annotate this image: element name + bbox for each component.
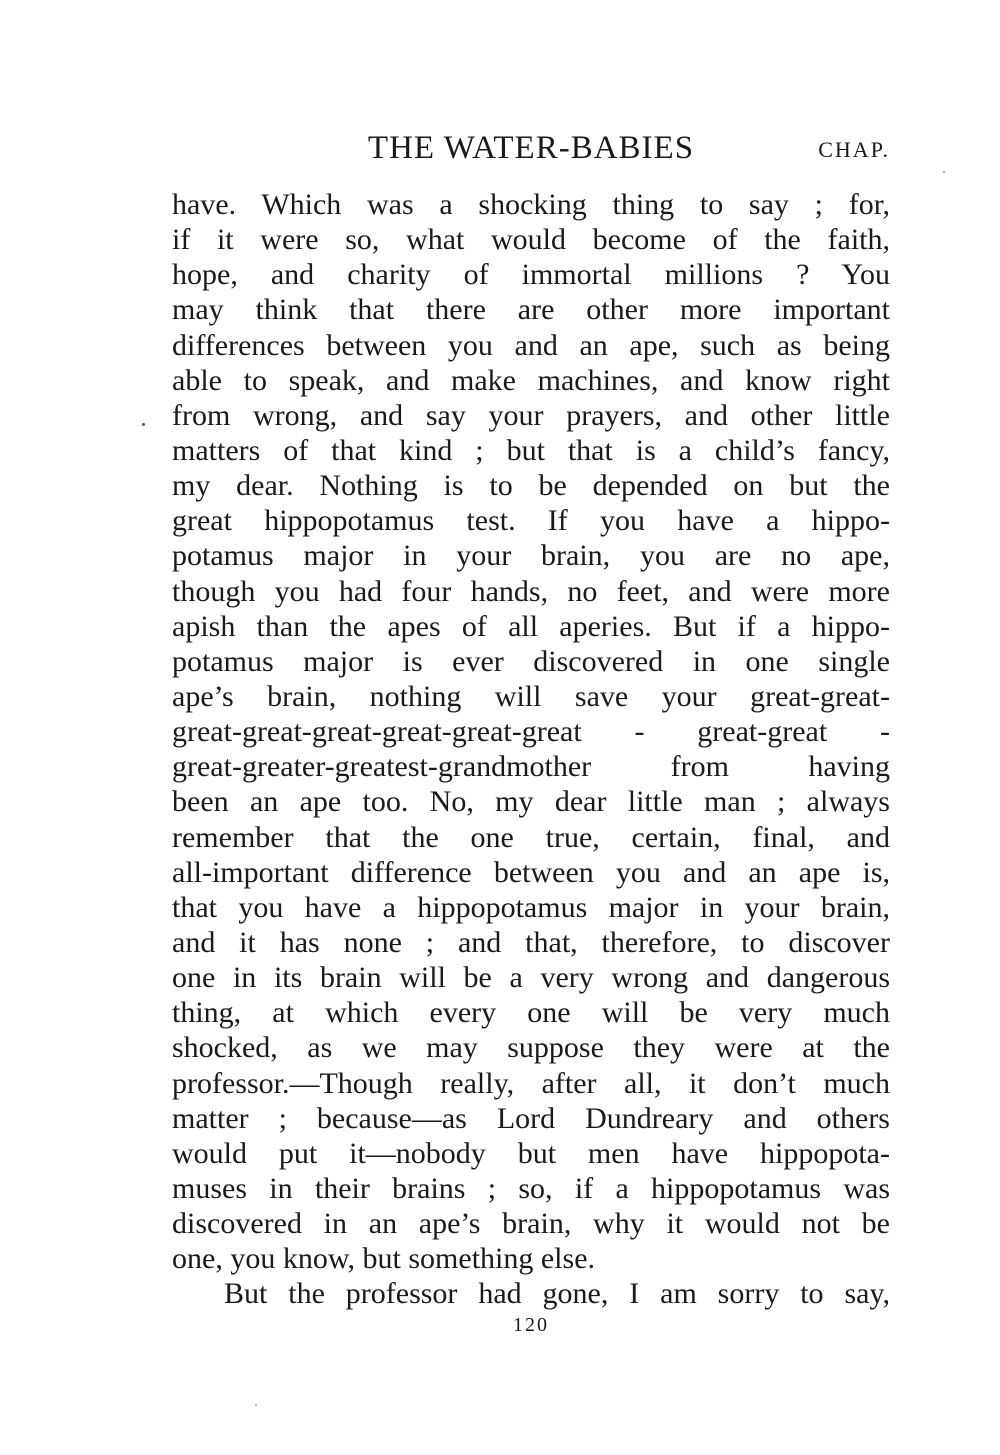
- text-line: been an ape too. No, my dear little man ; always: [172, 785, 890, 819]
- text-line: discovered in an ape’s brain, why it would not be: [172, 1207, 890, 1241]
- text-line: thing, at which every one will be very much: [172, 996, 890, 1030]
- text-line: one in its brain will be a very wrong and dangerous: [172, 961, 890, 995]
- text-line: my dear. Nothing is to be depended on but the: [172, 469, 890, 503]
- text-line: remember that the one true, certain, final, and: [172, 820, 890, 854]
- text-line: though you had four hands, no feet, and were more: [172, 574, 890, 608]
- text-line: if it were so, what would become of the faith,: [172, 223, 890, 257]
- text-line: ape’s brain, nothing will save your great-great-: [172, 679, 890, 713]
- running-title: THE WATER-BABIES: [367, 130, 695, 166]
- text-line: apish than the apes of all aperies. But if a hippo-: [172, 609, 890, 643]
- ink-speck: [255, 1404, 257, 1406]
- text-line: professor.—Though really, after all, it don’t much: [172, 1066, 890, 1100]
- text-line: potamus major is ever discovered in one single: [172, 644, 890, 678]
- text-line: great hippopotamus test. If you have a hippo-: [172, 504, 890, 538]
- chapter-label: CHAP.: [818, 137, 890, 162]
- running-head: [172, 126, 890, 170]
- text-line: great-greater-greatest-grandmother from having: [172, 750, 890, 784]
- ink-speck: [142, 423, 145, 426]
- text-line: shocked, as we may suppose they were at the: [172, 1031, 890, 1065]
- text-line: all-important difference between you and an ape is,: [172, 855, 890, 889]
- text-line: have. Which was a shocking thing to say ; for,: [172, 188, 890, 221]
- text-line: potamus major in your brain, you are no ape,: [172, 539, 890, 573]
- text-line: great-great-great-great-great-great - great-great -: [172, 715, 890, 749]
- text-line: and it has none ; and that, therefore, to discover: [172, 925, 890, 959]
- text-line: may think that there are other more important: [172, 293, 890, 327]
- text-line: muses in their brains ; so, if a hippopotamus was: [172, 1171, 890, 1205]
- text-line: from wrong, and say your prayers, and other little: [172, 398, 890, 432]
- ink-speck: [943, 171, 945, 173]
- paragraph-start-line: But the professor had gone, I am sorry to say,: [224, 1277, 890, 1311]
- text-line: hope, and charity of immortal millions ? You: [172, 258, 890, 292]
- body-text: [172, 187, 890, 1312]
- page-number: 120: [513, 1314, 549, 1336]
- text-line: would put it—nobody but men have hippopota-: [172, 1136, 890, 1170]
- text-line: differences between you and an ape, such as being: [172, 328, 890, 362]
- paragraph-end-line: one, you know, but something else.: [172, 1242, 596, 1276]
- text-line: matters of that kind ; but that is a child’s fancy,: [172, 433, 890, 467]
- text-line: that you have a hippopotamus major in your brain,: [172, 890, 890, 924]
- text-line: able to speak, and make machines, and know right: [172, 363, 890, 397]
- text-line: matter ; because—as Lord Dundreary and others: [172, 1101, 890, 1135]
